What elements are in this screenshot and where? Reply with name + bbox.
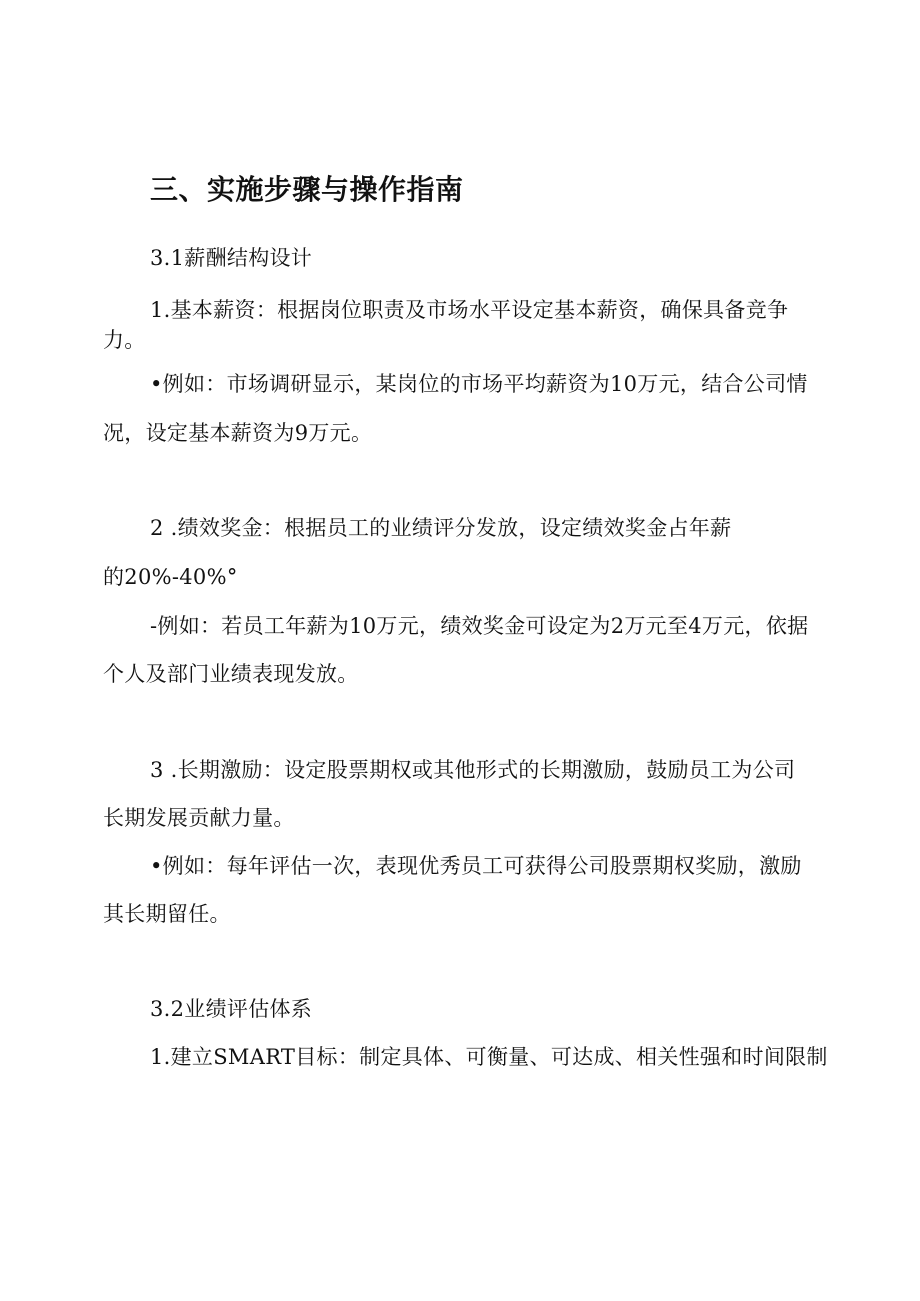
paragraph-performance-bonus-example-line-1: -例如：若员工年薪为10万元，绩效奖金可设定为2万元至4万元，依据	[150, 614, 809, 638]
subsection-heading-salary-structure: 3.1薪酬结构设计	[150, 246, 313, 270]
paragraph-smart-goals-line-1: 1.建立SMART目标：制定具体、可衡量、可达成、相关性强和时间限制	[150, 1045, 828, 1069]
paragraph-performance-bonus-line-2: 的20%-40%°	[103, 565, 238, 589]
paragraph-base-salary-example-line-2: 况，设定基本薪资为9万元。	[103, 421, 373, 445]
paragraph-long-term-incentive-line-2: 长期发展贡献力量。	[103, 806, 295, 830]
paragraph-performance-bonus-line-1: 2 .绩效奖金：根据员工的业绩评分发放，设定绩效奖金占年薪	[150, 516, 732, 540]
paragraph-base-salary-example-line-1: •例如：市场调研显示，某岗位的市场平均薪资为10万元，结合公司情	[150, 372, 808, 396]
subsection-heading-performance-evaluation: 3.2业绩评估体系	[150, 997, 313, 1021]
paragraph-base-salary-line-2: 力。	[103, 328, 146, 352]
section-title: 三、实施步骤与操作指南	[150, 173, 464, 206]
paragraph-base-salary-line-1: 1.基本薪资：根据岗位职责及市场水平设定基本薪资，确保具备竞争	[150, 298, 789, 322]
paragraph-long-term-incentive-example-line-1: •例如：每年评估一次，表现优秀员工可获得公司股票期权奖励，激励	[150, 854, 802, 878]
paragraph-long-term-incentive-line-1: 3 .长期激励：设定股票期权或其他形式的长期激励，鼓励员工为公司	[150, 758, 796, 782]
paragraph-performance-bonus-example-line-2: 个人及部门业绩表现发放。	[103, 662, 359, 686]
paragraph-long-term-incentive-example-line-2: 其长期留任。	[103, 902, 231, 926]
